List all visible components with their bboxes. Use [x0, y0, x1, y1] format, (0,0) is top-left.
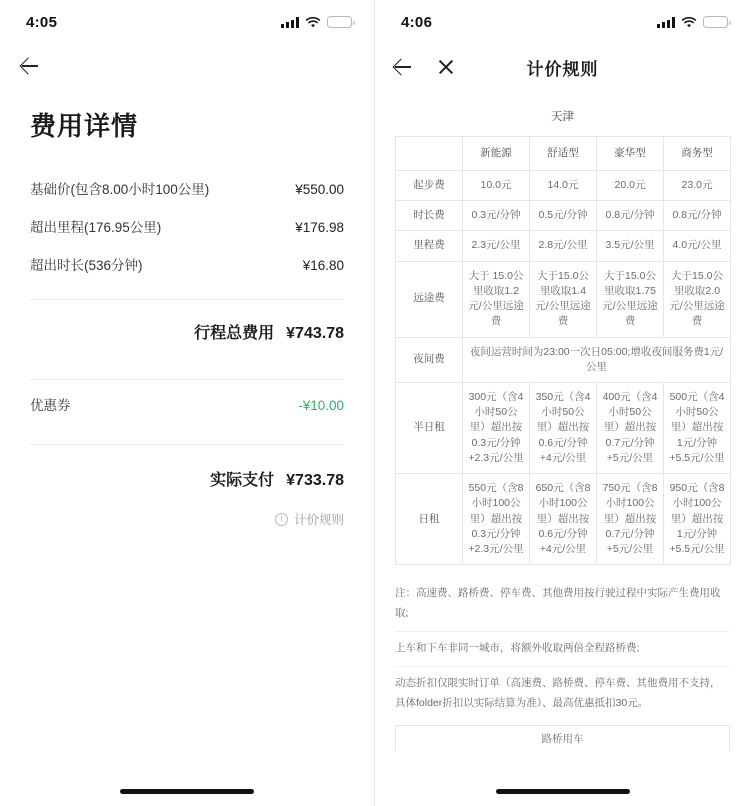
row-header: 远途费 [396, 261, 463, 337]
row-header: 起步费 [396, 171, 463, 201]
back-arrow-icon[interactable] [391, 56, 413, 78]
table-cell: 23.0元 [664, 171, 731, 201]
fee-list [0, 143, 374, 283]
row-header: 里程费 [396, 231, 463, 261]
divider [395, 666, 730, 667]
note-line: 动态折扣仅限实时订单（高速费、路桥费、停车费、其他费用不支持，具体folder折扣以实际结算为准）、最高优惠抵扣30元。 [395, 676, 721, 709]
table-cell: 950元（含8小时100公里）超出按1元/分钟+5.5元/公里 [664, 474, 731, 565]
table-row [396, 382, 731, 473]
coupon-value: -¥10.00 [298, 398, 344, 413]
fee-value: ¥176.98 [295, 220, 344, 235]
fee-label: 基础价(包含8.00小时100公里) [30, 182, 210, 197]
nav-title: 计价规则 [526, 59, 599, 79]
status-icons [657, 16, 728, 28]
next-table-partial-row: 路桥用车 [395, 725, 730, 751]
table-cell: 大于 15.0公里收取1.2元/公里远途费 [463, 261, 530, 337]
actual-pay-label: 实际支付 [210, 472, 275, 489]
pricing-table [395, 136, 731, 565]
wifi-icon [681, 16, 697, 28]
table-cell: 10.0元 [463, 171, 530, 201]
back-arrow-icon[interactable] [18, 55, 40, 77]
battery-icon [703, 16, 728, 28]
fee-label: 超出时长(536分钟) [30, 258, 143, 273]
table-cell: 400元（含4小时50公里）超出按0.7元/分钟+5元/公里 [597, 382, 664, 473]
table-cell: 300元（含4小时50公里）超出按0.3元/分钟+2.3元/公里 [463, 382, 530, 473]
pricing-rule-screen [375, 0, 750, 806]
info-icon: i [275, 513, 288, 526]
total-value: ¥743.78 [286, 325, 344, 342]
table-cell: 0.5元/分钟 [530, 201, 597, 231]
table-cell: 0.8元/分钟 [597, 201, 664, 231]
table-cell: 3.5元/公里 [597, 231, 664, 261]
fee-row [30, 245, 344, 283]
note-line: 注：高速费、路桥费、停车费、其他费用按行驶过程中实际产生费用收取; [395, 587, 721, 620]
nav-bar-left [0, 44, 374, 88]
table-corner-cell [396, 137, 463, 171]
signal-icon [657, 17, 675, 28]
status-time: 4:05 [26, 13, 58, 31]
total-label: 行程总费用 [194, 325, 275, 342]
table-cell: 350元（含4小时50公里）超出按0.6元/分钟+4元/公里 [530, 382, 597, 473]
coupon-label: 优惠券 [30, 398, 71, 413]
fee-value: ¥550.00 [295, 182, 344, 197]
page-title: 费用详情 [30, 111, 139, 141]
home-indicator [120, 789, 254, 794]
table-cell: 750元（含8小时100公里）超出按0.7元/分钟+5元/公里 [597, 474, 664, 565]
row-header: 半日租 [396, 382, 463, 473]
table-cell: 14.0元 [530, 171, 597, 201]
row-header: 时长费 [396, 201, 463, 231]
actual-pay-value: ¥733.78 [286, 472, 344, 489]
table-cell: 550元（含8小时100公里）超出按0.3元/分钟+2.3元/公里 [463, 474, 530, 565]
table-row [396, 337, 731, 382]
status-bar-right [375, 0, 750, 44]
table-header-row [396, 137, 731, 171]
table-header-cell: 舒适型 [530, 137, 597, 171]
table-header-cell: 豪华型 [597, 137, 664, 171]
table-row [396, 474, 731, 565]
total-row [0, 300, 374, 363]
wifi-icon [305, 16, 321, 28]
table-cell: 2.3元/公里 [463, 231, 530, 261]
fee-row [30, 207, 344, 245]
table-cell: 650元（含8小时100公里）超出按0.6元/分钟+4元/公里 [530, 474, 597, 565]
pricing-rule-label: 计价规则 [293, 513, 344, 527]
table-cell: 20.0元 [597, 171, 664, 201]
table-row [396, 231, 731, 261]
table-cell: 0.3元/分钟 [463, 201, 530, 231]
close-icon[interactable] [435, 56, 457, 78]
city-label: 天津 [551, 111, 574, 123]
table-header-cell: 商务型 [664, 137, 731, 171]
table-row [396, 171, 731, 201]
table-cell: 大于15.0公里收取1.75元/公里远途费 [597, 261, 664, 337]
divider [395, 631, 730, 632]
signal-icon [281, 17, 299, 28]
fee-value: ¥16.80 [302, 258, 344, 273]
battery-icon [327, 16, 352, 28]
table-cell: 大于15.0公里收取1.4元/公里远途费 [530, 261, 597, 337]
fee-row [30, 169, 344, 207]
actual-pay-row [0, 445, 374, 496]
coupon-row [0, 380, 374, 428]
status-bar-left [0, 0, 374, 44]
table-row [396, 261, 731, 337]
row-header: 夜间费 [396, 337, 463, 382]
table-cell: 大于15.0公里收取2.0元/公里远途费 [664, 261, 731, 337]
table-header-cell: 新能源 [463, 137, 530, 171]
home-indicator [496, 789, 630, 794]
fee-label: 超出里程(176.95公里) [30, 220, 162, 235]
status-icons [281, 16, 352, 28]
table-cell: 4.0元/公里 [664, 231, 731, 261]
status-time: 4:06 [401, 13, 433, 31]
table-cell-merged: 夜间运营时间为23:00一次日05:00;增收夜间服务费1元/公里 [463, 337, 731, 382]
note-line: 上车和下车非同一城市，将额外收取两倍全程路桥费; [395, 642, 640, 655]
row-header: 日租 [396, 474, 463, 565]
nav-bar-right [375, 44, 750, 90]
table-cell: 500元（含4小时50公里）超出按1元/分钟+5.5元/公里 [664, 382, 731, 473]
table-row [396, 201, 731, 231]
notes-section [375, 565, 750, 719]
pricing-rule-link[interactable] [0, 496, 374, 528]
table-cell: 2.8元/公里 [530, 231, 597, 261]
table-cell: 0.8元/分钟 [664, 201, 731, 231]
